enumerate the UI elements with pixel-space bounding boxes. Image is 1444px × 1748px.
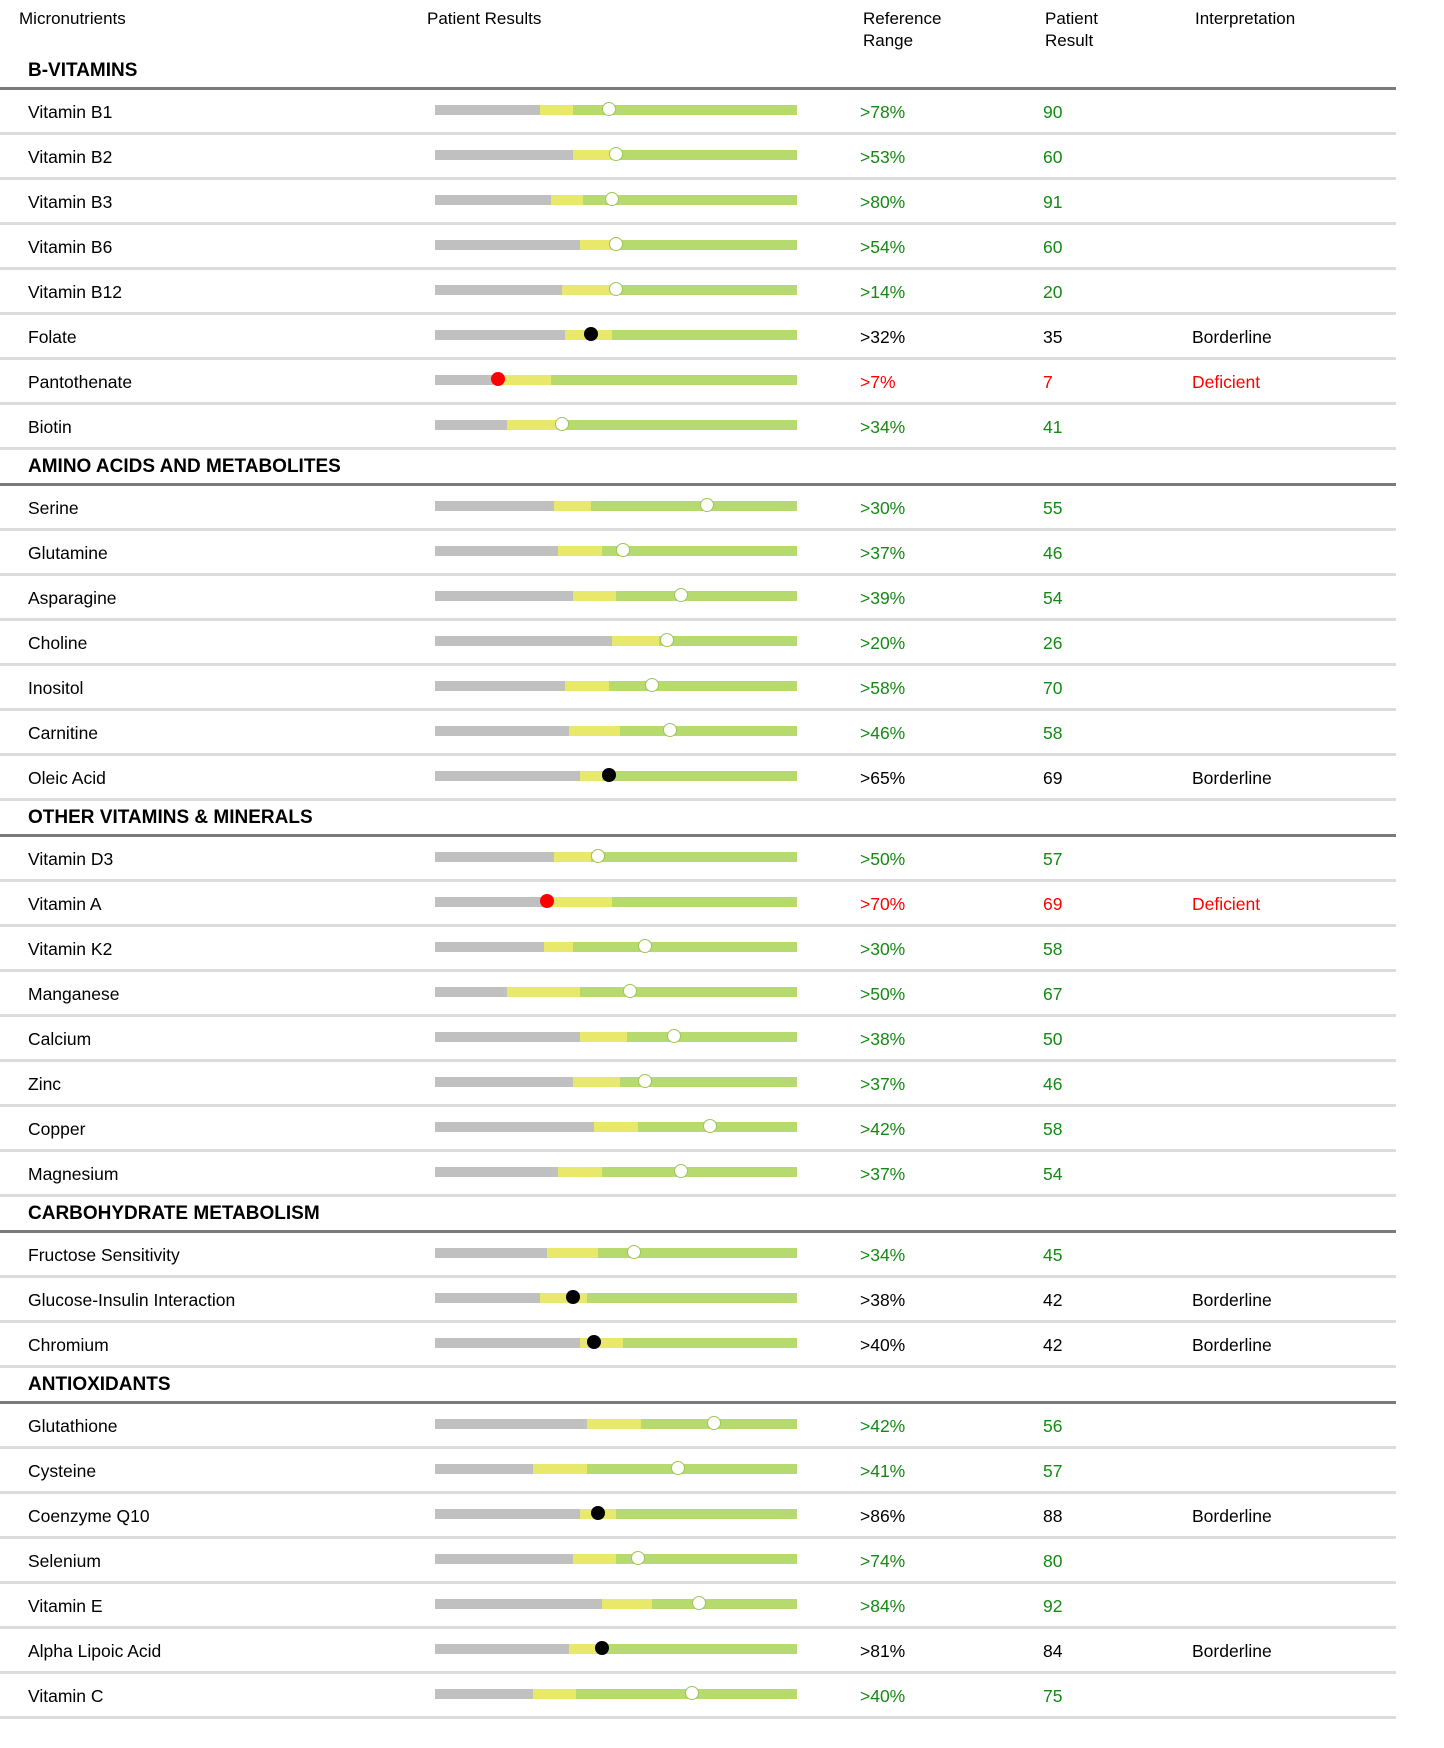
reference-range: >74% (860, 1551, 906, 1571)
result-bar (435, 195, 797, 205)
result-bar (435, 546, 797, 556)
patient-result: 26 (1043, 633, 1063, 653)
result-marker (660, 633, 674, 647)
section-title: ANTIOXIDANTS (28, 1374, 171, 1395)
section-title: B-VITAMINS (28, 60, 138, 81)
header-reference-range: Reference Range (863, 9, 942, 50)
result-bar (435, 1509, 797, 1519)
table-row (0, 1323, 1396, 1368)
reference-range: >40% (860, 1335, 906, 1355)
bar-low-segment (435, 771, 580, 781)
bar-borderline-segment (507, 420, 561, 430)
result-bar (435, 420, 797, 430)
bar-borderline-segment (544, 942, 573, 952)
result-marker (685, 1686, 699, 1700)
bar-low-segment (435, 1599, 602, 1609)
bar-borderline-segment (587, 1419, 641, 1429)
bar-low-segment (435, 1689, 533, 1699)
interpretation: Borderline (1192, 1290, 1272, 1310)
table-row (0, 90, 1396, 135)
reference-range: >81% (860, 1641, 906, 1661)
result-marker (663, 723, 677, 737)
table-row (0, 180, 1396, 225)
bar-low-segment (435, 1509, 580, 1519)
section-header (0, 1197, 1396, 1233)
nutrient-name: Vitamin B12 (28, 282, 123, 302)
nutrient-name: Asparagine (28, 588, 117, 608)
patient-result: 69 (1043, 768, 1063, 788)
nutrient-name: Glucose-Insulin Interaction (28, 1290, 236, 1310)
result-marker (591, 1506, 605, 1520)
patient-result: 57 (1043, 1461, 1063, 1481)
result-marker (700, 498, 714, 512)
nutrient-name: Alpha Lipoic Acid (28, 1641, 162, 1661)
nutrient-name: Oleic Acid (28, 768, 106, 788)
nutrient-name: Magnesium (28, 1164, 119, 1184)
bar-low-segment (435, 681, 565, 691)
reference-range: >38% (860, 1029, 906, 1049)
bar-low-segment (435, 501, 554, 511)
interpretation: Deficient (1192, 894, 1261, 914)
patient-result: 42 (1043, 1335, 1063, 1355)
reference-range: >7% (860, 372, 896, 392)
result-marker (605, 192, 619, 206)
result-bar (435, 105, 797, 115)
patient-result: 54 (1043, 1164, 1063, 1184)
patient-result: 42 (1043, 1290, 1063, 1310)
result-bar (435, 897, 797, 907)
result-bar (435, 1167, 797, 1177)
nutrient-name: Glutamine (28, 543, 108, 563)
bar-low-segment (435, 1077, 573, 1087)
result-marker (566, 1290, 580, 1304)
bar-borderline-segment (533, 1689, 576, 1699)
bar-borderline-segment (569, 726, 620, 736)
nutrient-name: Vitamin D3 (28, 849, 114, 869)
patient-result: 80 (1043, 1551, 1063, 1571)
result-marker (555, 417, 569, 431)
bar-borderline-segment (533, 1464, 587, 1474)
nutrient-name: Inositol (28, 678, 84, 698)
nutrient-name: Selenium (28, 1551, 101, 1571)
result-marker (638, 939, 652, 953)
reference-range: >58% (860, 678, 906, 698)
bar-borderline-segment (554, 501, 590, 511)
bar-borderline-segment (573, 150, 613, 160)
nutrient-name: Carnitine (28, 723, 99, 743)
table-row (0, 225, 1396, 270)
nutrient-name: Copper (28, 1119, 86, 1139)
patient-result: 84 (1043, 1641, 1063, 1661)
result-marker (631, 1551, 645, 1565)
bar-low-segment (435, 285, 562, 295)
bar-low-segment (435, 1167, 558, 1177)
bar-borderline-segment (547, 897, 612, 907)
reference-range: >78% (860, 102, 906, 122)
result-marker (602, 102, 616, 116)
result-marker (609, 147, 623, 161)
patient-result: 35 (1043, 327, 1063, 347)
result-bar (435, 852, 797, 862)
table-row (0, 531, 1396, 576)
reference-range: >65% (860, 768, 906, 788)
reference-range: >20% (860, 633, 906, 653)
result-marker (609, 237, 623, 251)
table-row (0, 1674, 1396, 1719)
patient-result: 60 (1043, 147, 1063, 167)
reference-range: >14% (860, 282, 906, 302)
patient-result: 46 (1043, 543, 1063, 563)
result-bar (435, 375, 797, 385)
result-marker (627, 1245, 641, 1259)
bar-borderline-segment (540, 105, 573, 115)
reference-range: >86% (860, 1506, 906, 1526)
table-row (0, 1539, 1396, 1584)
result-marker (674, 588, 688, 602)
reference-range: >38% (860, 1290, 906, 1310)
bar-low-segment (435, 1419, 587, 1429)
nutrient-name: Vitamin B1 (28, 102, 113, 122)
bar-borderline-segment (612, 636, 659, 646)
interpretation: Borderline (1192, 1335, 1272, 1355)
result-marker (674, 1164, 688, 1178)
bar-low-segment (435, 726, 569, 736)
table-row (0, 621, 1396, 666)
table-row (0, 1017, 1396, 1062)
result-bar (435, 636, 797, 646)
nutrient-name: Cysteine (28, 1461, 97, 1481)
patient-result: 88 (1043, 1506, 1063, 1526)
result-bar (435, 987, 797, 997)
bar-borderline-segment (507, 987, 579, 997)
interpretation: Borderline (1192, 768, 1272, 788)
nutrient-name: Choline (28, 633, 88, 653)
result-bar (435, 330, 797, 340)
bar-borderline-segment (580, 1032, 627, 1042)
patient-result: 50 (1043, 1029, 1063, 1049)
reference-range: >84% (860, 1596, 906, 1616)
table-row (0, 666, 1396, 711)
interpretation: Deficient (1192, 372, 1261, 392)
reference-range: >32% (860, 327, 906, 347)
nutrient-name: Biotin (28, 417, 72, 437)
table-row (0, 1629, 1396, 1674)
result-bar (435, 1644, 797, 1654)
nutrient-name: Vitamin B3 (28, 192, 113, 212)
result-marker (602, 768, 616, 782)
interpretation: Borderline (1192, 1506, 1272, 1526)
bar-low-segment (435, 897, 547, 907)
patient-result: 60 (1043, 237, 1063, 257)
result-bar (435, 591, 797, 601)
patient-result: 55 (1043, 498, 1063, 518)
section-header (0, 450, 1396, 486)
header-patient-results: Patient Results (427, 9, 542, 28)
bar-low-segment (435, 987, 507, 997)
table-row (0, 1278, 1396, 1323)
table-row (0, 486, 1396, 531)
patient-result: 20 (1043, 282, 1063, 302)
bar-borderline-segment (547, 1248, 598, 1258)
header-interpretation: Interpretation (1195, 9, 1296, 28)
table-row (0, 1584, 1396, 1629)
table-row (0, 576, 1396, 621)
reference-range: >37% (860, 1164, 906, 1184)
result-bar (435, 1689, 797, 1699)
result-bar (435, 1599, 797, 1609)
reference-range: >37% (860, 543, 906, 563)
table-row (0, 1062, 1396, 1107)
bar-borderline-segment (554, 852, 590, 862)
nutrient-name: Fructose Sensitivity (28, 1245, 180, 1265)
section-title: AMINO ACIDS AND METABOLITES (28, 456, 341, 477)
bar-low-segment (435, 240, 580, 250)
table-row (0, 927, 1396, 972)
nutrient-name: Glutathione (28, 1416, 118, 1436)
reference-range: >30% (860, 939, 906, 959)
result-bar (435, 726, 797, 736)
interpretation: Borderline (1192, 327, 1272, 347)
nutrient-name: Vitamin C (28, 1686, 104, 1706)
section-title: OTHER VITAMINS & MINERALS (28, 807, 313, 828)
header-patient-result: Patient Result (1045, 9, 1098, 50)
nutrient-name: Pantothenate (28, 372, 133, 392)
patient-result: 67 (1043, 984, 1063, 1004)
reference-range: >34% (860, 1245, 906, 1265)
result-bar (435, 942, 797, 952)
table-row (0, 837, 1396, 882)
result-bar (435, 501, 797, 511)
bar-borderline-segment (594, 1122, 637, 1132)
bar-borderline-segment (580, 771, 602, 781)
reference-range: >70% (860, 894, 906, 914)
patient-result: 69 (1043, 894, 1063, 914)
section-title: CARBOHYDRATE METABOLISM (28, 1203, 320, 1224)
bar-low-segment (435, 330, 565, 340)
result-marker (584, 327, 598, 341)
table-row (0, 1494, 1396, 1539)
nutrient-name: Manganese (28, 984, 120, 1004)
reference-range: >37% (860, 1074, 906, 1094)
bar-low-segment (435, 942, 544, 952)
result-bar (435, 1248, 797, 1258)
bar-low-segment (435, 591, 573, 601)
result-marker (667, 1029, 681, 1043)
result-bar (435, 1032, 797, 1042)
nutrient-name: Chromium (28, 1335, 109, 1355)
reference-range: >54% (860, 237, 906, 257)
bar-borderline-segment (565, 681, 608, 691)
result-bar (435, 1077, 797, 1087)
patient-result: 70 (1043, 678, 1063, 698)
patient-result: 54 (1043, 588, 1063, 608)
patient-result: 41 (1043, 417, 1063, 437)
patient-result: 7 (1043, 372, 1053, 392)
bar-borderline-segment (573, 1077, 620, 1087)
reference-range: >42% (860, 1119, 906, 1139)
nutrient-name: Vitamin B2 (28, 147, 113, 167)
bar-low-segment (435, 1293, 540, 1303)
table-row (0, 1404, 1396, 1449)
result-marker (591, 849, 605, 863)
bar-low-segment (435, 1644, 569, 1654)
section-header (0, 801, 1396, 837)
nutrient-name: Coenzyme Q10 (28, 1506, 150, 1526)
bar-low-segment (435, 1122, 594, 1132)
reference-range: >46% (860, 723, 906, 743)
reference-range: >40% (860, 1686, 906, 1706)
patient-result: 45 (1043, 1245, 1063, 1265)
table-row (0, 1233, 1396, 1278)
result-bar (435, 285, 797, 295)
bar-low-segment (435, 546, 558, 556)
nutrient-name: Vitamin K2 (28, 939, 113, 959)
reference-range: >50% (860, 849, 906, 869)
reference-range: >42% (860, 1416, 906, 1436)
result-bar (435, 150, 797, 160)
bar-borderline-segment (573, 1554, 616, 1564)
bar-low-segment (435, 375, 493, 385)
patient-result: 56 (1043, 1416, 1063, 1436)
reference-range: >53% (860, 147, 906, 167)
result-bar (435, 1554, 797, 1564)
patient-result: 92 (1043, 1596, 1063, 1616)
result-marker (595, 1641, 609, 1655)
bar-low-segment (435, 852, 554, 862)
result-bar (435, 240, 797, 250)
table-row (0, 405, 1396, 450)
reference-range: >50% (860, 984, 906, 1004)
result-bar (435, 771, 797, 781)
table-row (0, 1152, 1396, 1197)
bar-borderline-segment (602, 1599, 653, 1609)
result-bar (435, 1293, 797, 1303)
result-marker (609, 282, 623, 296)
result-marker (707, 1416, 721, 1430)
nutrient-name: Zinc (28, 1074, 62, 1094)
table-row (0, 135, 1396, 180)
nutrient-name: Vitamin E (28, 1596, 103, 1616)
result-marker (638, 1074, 652, 1088)
bar-low-segment (435, 1338, 580, 1348)
result-marker (703, 1119, 717, 1133)
bar-low-segment (435, 150, 573, 160)
table-row (0, 360, 1396, 405)
bar-borderline-segment (562, 285, 613, 295)
table-row (0, 1107, 1396, 1152)
bar-borderline-segment (551, 195, 584, 205)
patient-result: 91 (1043, 192, 1063, 212)
table-row (0, 756, 1396, 801)
bar-low-segment (435, 1248, 547, 1258)
table-row (0, 882, 1396, 927)
reference-range: >30% (860, 498, 906, 518)
reference-range: >34% (860, 417, 906, 437)
nutrient-name: Serine (28, 498, 79, 518)
patient-result: 58 (1043, 939, 1063, 959)
patient-result: 58 (1043, 723, 1063, 743)
nutrient-name: Folate (28, 327, 77, 347)
nutrient-name: Vitamin A (28, 894, 102, 914)
patient-result: 75 (1043, 1686, 1063, 1706)
result-marker (671, 1461, 685, 1475)
table-row (0, 972, 1396, 1017)
result-bar (435, 681, 797, 691)
interpretation: Borderline (1192, 1641, 1272, 1661)
bar-low-segment (435, 195, 551, 205)
bar-borderline-segment (573, 591, 616, 601)
table-row (0, 1449, 1396, 1494)
table-row (0, 270, 1396, 315)
reference-range: >80% (860, 192, 906, 212)
table-row (0, 315, 1396, 360)
table-row (0, 711, 1396, 756)
result-marker (692, 1596, 706, 1610)
bar-low-segment (435, 636, 612, 646)
bar-borderline-segment (540, 1293, 587, 1303)
result-marker (645, 678, 659, 692)
result-marker (623, 984, 637, 998)
section-header (0, 54, 1396, 90)
nutrient-name: Calcium (28, 1029, 92, 1049)
patient-result: 58 (1043, 1119, 1063, 1139)
bar-borderline-segment (580, 240, 613, 250)
patient-result: 90 (1043, 102, 1063, 122)
bar-borderline-segment (558, 546, 601, 556)
section-header (0, 1368, 1396, 1404)
reference-range: >41% (860, 1461, 906, 1481)
result-bar (435, 1419, 797, 1429)
bar-low-segment (435, 420, 507, 430)
result-bar (435, 1122, 797, 1132)
bar-borderline-segment (558, 1167, 601, 1177)
bar-low-segment (435, 1032, 580, 1042)
result-marker (616, 543, 630, 557)
header-micronutrients: Micronutrients (19, 9, 126, 28)
reference-range: >39% (860, 588, 906, 608)
result-bar (435, 1338, 797, 1348)
patient-result: 46 (1043, 1074, 1063, 1094)
bar-low-segment (435, 105, 540, 115)
nutrient-name: Vitamin B6 (28, 237, 113, 257)
patient-result: 57 (1043, 849, 1063, 869)
bar-low-segment (435, 1554, 573, 1564)
result-bar (435, 1464, 797, 1474)
column-headers (0, 0, 1396, 54)
bar-low-segment (435, 1464, 533, 1474)
